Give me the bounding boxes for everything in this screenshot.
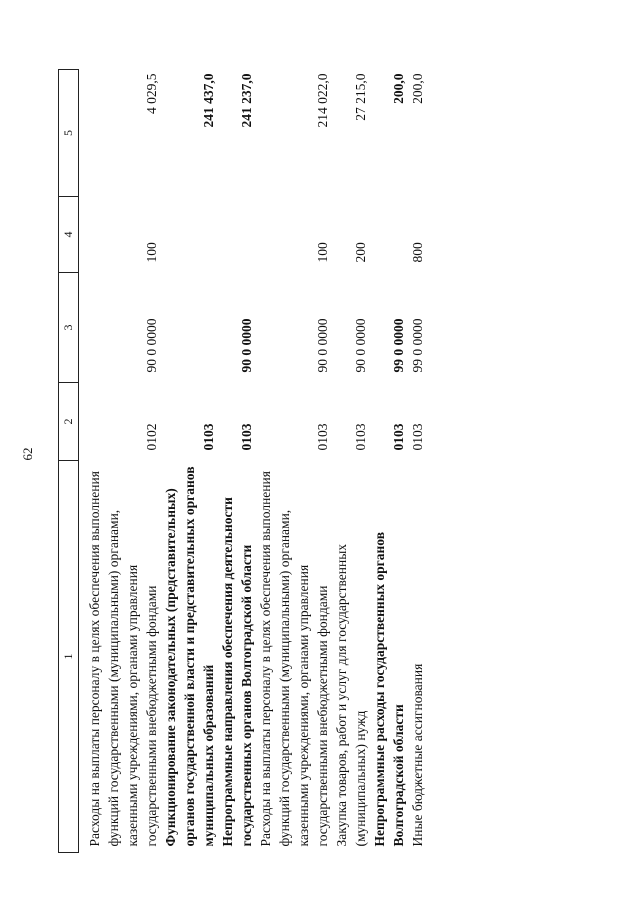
section-cell: 0103 [315, 423, 330, 451]
header-col-3: 3 [59, 273, 79, 383]
expense-type-cell [218, 197, 256, 273]
table-body [79, 70, 428, 853]
amount-cell: 27 215,0 [353, 73, 368, 121]
target-article-cell: 90 0 0000 [239, 318, 254, 373]
description-cell: Расходы на выплаты персоналу в целях обеспечения выполнения функций государственными (муниципальными) органами, казенными учреждениями, органами управления государственными внебюджетными фондами [87, 471, 159, 847]
expense-type-cell: 100 [315, 242, 330, 263]
target-article-cell: 90 0 0000 [315, 318, 330, 373]
amount-cell: 200,0 [391, 73, 406, 104]
expense-type-cell [370, 197, 408, 273]
header-col-1: 1 [59, 461, 79, 853]
header-col-4: 4 [59, 197, 79, 273]
amount-cell: 241 437,0 [201, 73, 216, 128]
table-row [218, 70, 256, 853]
section-cell: 0103 [353, 423, 368, 451]
description-cell: Непрограммные расходы государственных органов Волгоградской области [372, 531, 406, 847]
table-row [332, 70, 370, 853]
amount-cell: 200,0 [410, 73, 425, 104]
amount-cell: 241 237,0 [239, 73, 254, 128]
expense-type-cell [161, 197, 218, 273]
target-article-cell: 90 0 0000 [144, 318, 159, 373]
target-article-cell [161, 273, 218, 383]
table-row [161, 70, 218, 853]
target-article-cell: 99 0 0000 [410, 318, 425, 373]
expense-type-cell: 800 [410, 242, 425, 263]
expense-type-cell: 100 [144, 242, 159, 263]
header-col-2: 2 [59, 383, 79, 461]
table-row [79, 70, 162, 853]
rotated-table-container [58, 70, 599, 853]
target-article-cell: 90 0 0000 [353, 318, 368, 373]
page-number: 62 [20, 447, 35, 461]
section-cell: 0103 [410, 423, 425, 451]
table-row [408, 70, 427, 853]
amount-cell: 214 022,0 [315, 73, 330, 128]
table-row [256, 70, 332, 853]
amount-cell: 4 029,5 [144, 73, 159, 114]
budget-table [58, 69, 427, 853]
section-cell: 0103 [239, 423, 254, 451]
description-cell: Расходы на выплаты персоналу в целях обеспечения выполнения функций государственными (муниципальными) органами, казенными учреждениями, органами управления государственными внебюджетными фондами [258, 471, 330, 847]
target-article-cell: 99 0 0000 [391, 318, 406, 373]
description-cell: Функционирование законодательных (представительных) органов государственной власти и представительных органов муниципальных образований [163, 466, 216, 847]
table-row [370, 70, 408, 853]
description-cell: Иные бюджетные ассигнования [410, 663, 425, 847]
expense-type-cell: 200 [353, 242, 368, 263]
description-cell: Непрограммные направления обеспечения деятельности государственных органов Волгоградской области [220, 497, 254, 847]
section-cell: 0102 [144, 423, 159, 451]
header-row [59, 70, 79, 853]
section-cell: 0103 [201, 423, 216, 451]
section-cell: 0103 [391, 423, 406, 451]
description-cell: Закупка товаров, работ и услуг для государственных (муниципальных) нужд [334, 543, 368, 847]
header-col-5: 5 [59, 70, 79, 197]
